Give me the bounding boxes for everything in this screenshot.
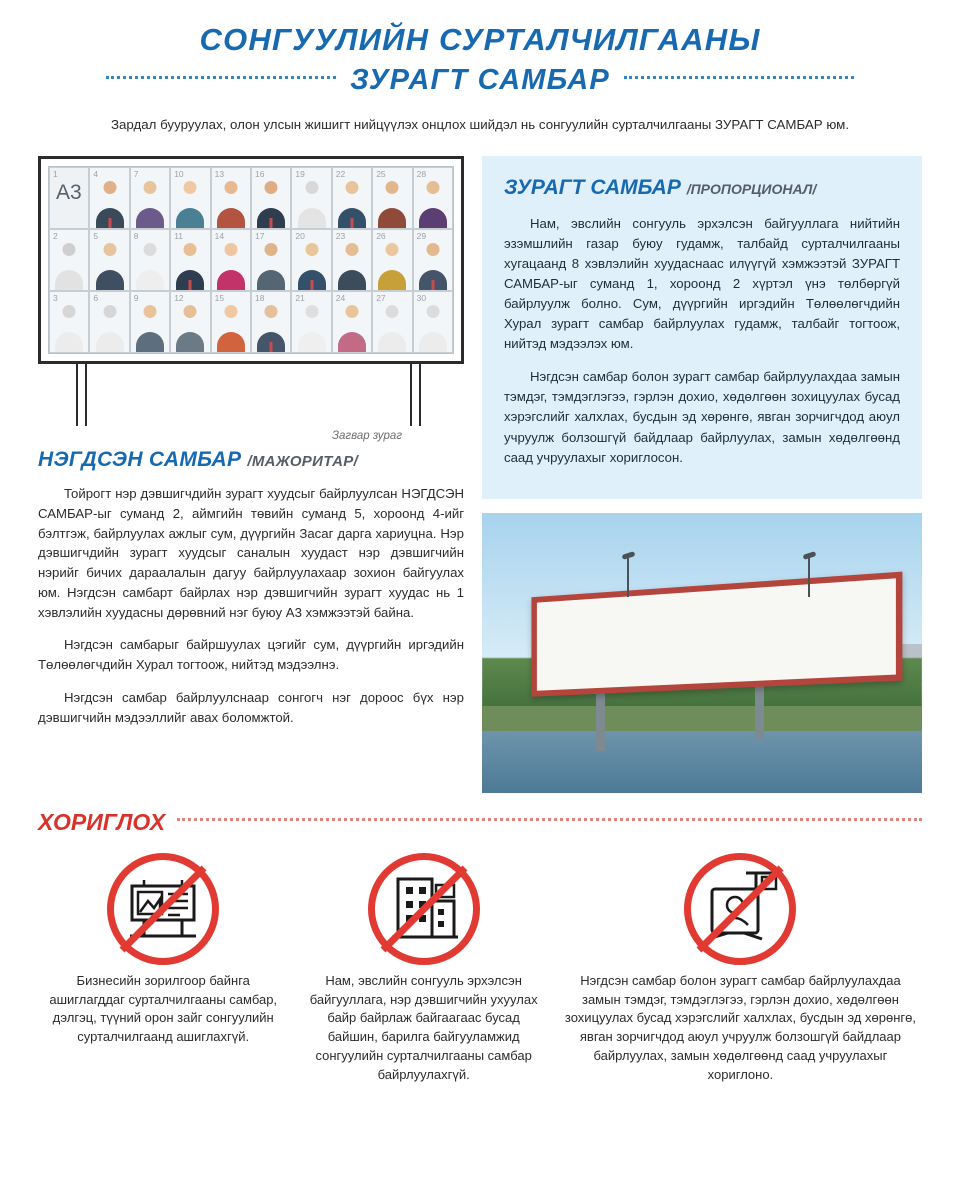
cell-number: 30 xyxy=(416,292,427,303)
proportional-panel xyxy=(482,156,922,499)
no-road-sign-stand-icon xyxy=(684,853,796,965)
grid-cell xyxy=(251,167,291,229)
forbidden-icon-box xyxy=(298,850,548,968)
left-column xyxy=(38,156,464,793)
forbidden-header xyxy=(38,809,922,836)
forbidden-item xyxy=(298,850,548,1085)
grid-cell xyxy=(211,167,251,229)
grid-cell xyxy=(413,229,453,291)
left-paragraph-2: Нэгдсэн самбарыг байршуулах цэгийг сум, дүүргийн иргэдийн Төлөөлөгчдийн Хурал тогтоож, нийтэд мэдээлнэ. xyxy=(38,637,464,673)
cell-number: 10 xyxy=(174,168,184,179)
cell-number: 26 xyxy=(376,230,386,241)
grid-cell xyxy=(332,291,372,353)
grid-cell xyxy=(372,291,412,353)
forbidden-dotted-rule xyxy=(177,817,922,821)
candidate-poster-grid xyxy=(48,166,454,354)
page-title-line1: СОНГУУЛИЙН СУРТАЛЧИЛГААНЫ xyxy=(199,22,761,57)
billboard-leg-left xyxy=(76,364,87,426)
cell-number: 19 xyxy=(295,168,305,179)
grid-cell xyxy=(130,229,170,291)
grid-cell xyxy=(372,229,412,291)
grid-cell xyxy=(49,229,89,291)
panel-paragraph-2: Нэгдсэн самбар болон зурагт самбар байрлуулахдаа замын тэмдэг, тэмдэглэгээ, гэрлэн дохио, хөдөлгөөн зохицуулах бусад хэрэгслийг халхлах, бусдын эд хөрөнгө, явган зорчигчдод аюул учруулж болзошгүй байдлаар байрлуулах, замын хөдөлгөөнд саад учруулахыг хориглосон. xyxy=(504,369,900,465)
grid-cell xyxy=(130,291,170,353)
cell-number: 23 xyxy=(335,230,346,241)
grid-cell xyxy=(332,167,372,229)
photo-riverbank xyxy=(482,706,922,731)
grid-cell xyxy=(170,229,210,291)
poster-header xyxy=(38,0,922,134)
cell-number: 5 xyxy=(93,230,99,241)
billboard-photo xyxy=(482,513,922,793)
cell-number: 7 xyxy=(133,168,139,179)
panel-heading-text: ЗУРАГТ САМБАР xyxy=(504,175,681,199)
no-building-icon xyxy=(368,853,480,965)
forbidden-icon-box xyxy=(38,850,288,968)
cell-number: 3 xyxy=(53,292,58,303)
cell-number: 25 xyxy=(376,168,386,179)
cell-number: 17 xyxy=(255,230,265,241)
cell-number: 29 xyxy=(416,230,427,241)
section-heading-nэgdsen xyxy=(38,448,464,472)
cell-number: 11 xyxy=(174,230,184,241)
grid-cell xyxy=(251,291,291,353)
grid-cell xyxy=(291,229,331,291)
forbidden-caption: Нам, эвслийн сонгууль эрхэлсэн байгууллага, нэр дэвшигчийн ухуулах байр байрлаж байгаагаас бусад байшин, барилга байгууламжид сонгуулийн сурталчилгааны самбар байрлуулахгүй. xyxy=(309,972,538,1082)
cell-number: 21 xyxy=(295,292,305,303)
grid-cell xyxy=(291,291,331,353)
no-billboard-icon xyxy=(107,853,219,965)
grid-cell xyxy=(332,229,372,291)
main-columns xyxy=(38,156,922,793)
grid-cell xyxy=(291,167,331,229)
cell-number: 2 xyxy=(53,230,58,241)
cell-number: 27 xyxy=(376,292,386,303)
panel-paragraph-1: Нам, эвслийн сонгууль эрхэлсэн байгууллага нийтийн эзэмшлийн газар буюу гудамж, талбайд сурталчилгааны хугацаанд 8 хэвлэлийн хуудаснаас илүүгүй хэмжээтэй ЗУРАГТ САМБАР-ыг суманд 1, хороонд 2 хүртэл үнэ төлбөргүй байрлуулж болно. Сум, дүүргийн иргэдийн Төлөөлөгчдийн Хурал зурагт самбар байрлуулах гудамж, талбайг тогтоож, нийтэд мэдээлэх юм. xyxy=(504,215,900,352)
cell-number: 22 xyxy=(335,168,346,179)
cell-number: 13 xyxy=(214,168,225,179)
forbidden-icon-box xyxy=(559,850,922,968)
forbidden-heading: ХОРИГЛОХ xyxy=(38,808,166,835)
cell-number: 16 xyxy=(255,168,265,179)
grid-cell xyxy=(89,167,129,229)
panel-heading-subtitle: /ПРОПОРЦИОНАЛ/ xyxy=(686,180,817,197)
grid-cell xyxy=(211,229,251,291)
cell-number: 9 xyxy=(133,292,139,303)
cell-number: 14 xyxy=(214,230,225,241)
photo-lamp-left xyxy=(627,557,629,597)
cell-number: 18 xyxy=(255,292,265,303)
grid-cell xyxy=(372,167,412,229)
forbidden-items-row xyxy=(38,850,922,1085)
grid-cell xyxy=(89,291,129,353)
cell-number: 24 xyxy=(335,292,346,303)
section-heading-subtitle: /МАЖОРИТАР/ xyxy=(247,452,358,470)
forbidden-caption: Нэгдсэн самбар болон зурагт самбар байрлуулахдаа замын тэмдэг, тэмдэглэгээ, гэрлэн дохио, хөдөлгөөн зохицуулах бусад хэрэгслийг халхлах, бусдын эд хөрөнгө, явган зорчигчдод аюул учруулж болзошгүй байдлаар байрлуулах, замын хөдөлгөөнд саад учруулахыг хориглоно. xyxy=(564,972,916,1082)
cell-number: 20 xyxy=(295,230,305,241)
figure-caption: Загвар зураг xyxy=(331,429,402,442)
cell-number: 1 xyxy=(53,168,58,179)
photo-lamp-right xyxy=(808,557,810,597)
cell-number: 15 xyxy=(214,292,225,303)
grid-cell xyxy=(49,291,89,353)
right-column xyxy=(482,156,922,793)
cell-number: 8 xyxy=(133,230,139,241)
photo-water xyxy=(482,731,922,793)
cell-number: 4 xyxy=(93,168,99,179)
forbidden-item xyxy=(38,850,288,1085)
page-title-row xyxy=(38,64,922,97)
forbidden-caption: Бизнесийн зорилгоор байнга ашиглагддаг сурталчилгааны самбар, дэлгэц, түүний орон зайг сонгуулийн сурталчилгаанд ашиглахгүй. xyxy=(49,972,278,1045)
cell-number: 6 xyxy=(93,292,99,303)
lede-text: Зардал бууруулах, олон улсын жишигт нийцүүлэх онцлох шийдэл нь сонгуулийн сурталчилгааны ЗУРАГТ САМБАР юм. xyxy=(110,116,850,132)
left-paragraph-1: Тойрогт нэр дэвшигчдийн зурагт хуудсыг байрлуулсан НЭГДСЭН САМБАР-ыг суманд 2, аймгийн төвийн суманд 5, хороонд 4-ийг бэлтгэж, байрлуулах ажлыг сум, дүүргийн Засаг дарга хариуцна. Нэр дэвшигчдийн зурагт хуудсыг саналын хуудаст нэр дэвшигчийн нэрийг бичих дараалалын дагуу байрлуулахаар зохион байгуулах юм. Нэгдсэн самбарт байрлах нэр дэвшигчийн зурагт хуудас нь 1 хэвлэлийн хуудасны дөрөвний нэг буюу A3 хэмжээтэй байна. xyxy=(38,485,464,620)
grid-cell xyxy=(89,229,129,291)
a3-size-label: A3 xyxy=(56,180,82,204)
grid-cell xyxy=(413,291,453,353)
grid-cell xyxy=(170,167,210,229)
billboard-leg-right xyxy=(410,364,421,426)
cell-number: 12 xyxy=(174,292,184,303)
grid-cell xyxy=(413,167,453,229)
panel-heading xyxy=(504,176,900,200)
title-dots-left xyxy=(106,75,336,79)
billboard-schematic xyxy=(38,156,464,364)
grid-cell xyxy=(170,291,210,353)
forbidden-item xyxy=(559,850,922,1085)
cell-number: 28 xyxy=(416,168,427,179)
page-title-line2: ЗУРАГТ САМБАР xyxy=(350,63,610,96)
title-dots-right xyxy=(624,75,854,79)
grid-cell xyxy=(211,291,251,353)
grid-cell xyxy=(251,229,291,291)
section-heading-text: НЭГДСЭН САМБАР xyxy=(38,447,242,471)
left-paragraph-3: Нэгдсэн самбар байрлуулснаар сонгогч нэг дороос бүх нэр дэвшигчийн мэдээллийг авах боломжтой. xyxy=(38,690,464,725)
grid-cell-a3 xyxy=(49,167,89,229)
grid-cell xyxy=(130,167,170,229)
